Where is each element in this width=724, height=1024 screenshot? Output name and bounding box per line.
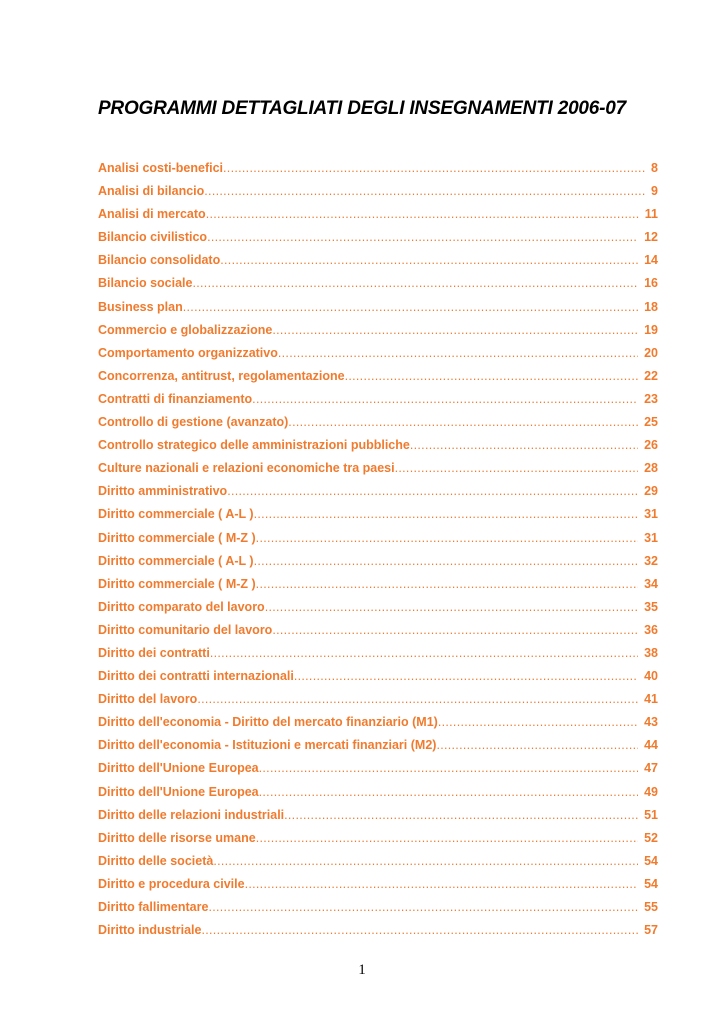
toc-entry-page: 23 [644, 391, 658, 406]
toc-dot-leader [223, 157, 645, 180]
toc-dot-leader [256, 827, 638, 850]
toc-entry[interactable] [98, 873, 658, 896]
toc-entry[interactable] [98, 781, 658, 804]
toc-dot-leader [395, 457, 638, 480]
toc-dot-leader [252, 388, 638, 411]
toc-entry-page: 47 [644, 761, 658, 776]
toc-entry[interactable] [98, 896, 658, 919]
toc-entry-label: Diritto dell'Unione Europea [98, 761, 259, 776]
toc-entry-page: 31 [644, 530, 658, 545]
toc-entry[interactable] [98, 342, 658, 365]
toc-entry-label: Controllo di gestione (avanzato) [98, 415, 289, 430]
toc-entry-page: 28 [644, 461, 658, 476]
toc-entry[interactable] [98, 919, 658, 942]
toc-entry-page: 54 [644, 876, 658, 891]
toc-entry-label: Analisi di bilancio [98, 184, 205, 199]
toc-entry[interactable] [98, 596, 658, 619]
toc-entry-label: Diritto comparato del lavoro [98, 599, 265, 614]
toc-entry[interactable] [98, 619, 658, 642]
toc-entry-page: 16 [644, 276, 658, 291]
toc-entry-label: Diritto commerciale ( A-L ) [98, 507, 254, 522]
toc-dot-leader [278, 342, 638, 365]
toc-dot-leader [410, 434, 638, 457]
toc-entry-page: 14 [644, 253, 658, 268]
toc-entry-label: Diritto commerciale ( M-Z ) [98, 576, 256, 591]
toc-entry-page: 18 [644, 299, 658, 314]
toc-dot-leader [201, 919, 638, 942]
toc-entry[interactable] [98, 550, 658, 573]
toc-entry-label: Diritto dell'economia - Istituzioni e mercati finanziari (M2) [98, 738, 437, 753]
toc-dot-leader [272, 619, 638, 642]
toc-entry-page: 9 [651, 184, 658, 199]
toc-entry[interactable] [98, 249, 658, 272]
toc-entry-label: Comportamento organizzativo [98, 345, 278, 360]
toc-entry-label: Diritto delle società [98, 853, 214, 868]
toc-dot-leader [256, 527, 638, 550]
toc-dot-leader [259, 781, 638, 804]
toc-entry-label: Controllo strategico delle amministrazioni pubbliche [98, 438, 410, 453]
toc-entry-label: Analisi costi-benefici [98, 161, 224, 175]
toc-entry-page: 41 [644, 692, 658, 707]
toc-entry-label: Commercio e globalizzazione [98, 322, 273, 337]
toc-entry-page: 35 [644, 599, 658, 614]
toc-entry[interactable] [98, 480, 658, 503]
toc-entry[interactable] [98, 827, 658, 850]
toc-entry-page: 29 [644, 484, 658, 499]
toc-dot-leader [197, 688, 638, 711]
toc-entry[interactable] [98, 157, 658, 180]
toc-entry[interactable] [98, 688, 658, 711]
toc-entry[interactable] [98, 503, 658, 526]
toc-dot-leader [254, 550, 639, 573]
toc-dot-leader [294, 665, 638, 688]
toc-entry-label: Diritto industriale [98, 923, 202, 938]
toc-entry[interactable] [98, 180, 658, 203]
toc-entry-label: Analisi di mercato [98, 207, 206, 222]
toc-entry[interactable] [98, 850, 658, 873]
document-title: PROGRAMMI DETTAGLIATI DEGLI INSEGNAMENTI 2006-07 [97, 98, 627, 119]
toc-dot-leader [227, 480, 638, 503]
toc-entry[interactable] [98, 734, 658, 757]
toc-entry[interactable] [98, 365, 658, 388]
toc-entry-page: 31 [644, 507, 658, 522]
toc-entry-label: Bilancio civilistico [98, 230, 208, 245]
toc-entry-label: Diritto delle relazioni industriali [98, 807, 285, 822]
toc-entry-page: 57 [644, 923, 658, 938]
toc-dot-leader [204, 180, 645, 203]
page-number: 1 [358, 962, 366, 978]
toc-dot-leader [272, 319, 638, 342]
toc-entry-page: 52 [644, 830, 658, 845]
toc-entry-page: 38 [644, 645, 658, 660]
toc-entry-label: Diritto dell'economia - Diritto del mercato finanziario (M1) [98, 715, 438, 730]
toc-entry[interactable] [98, 203, 658, 226]
table-of-contents [98, 157, 658, 942]
toc-dot-leader [220, 249, 638, 272]
toc-entry[interactable] [98, 272, 658, 295]
toc-dot-leader [436, 734, 638, 757]
toc-dot-leader [256, 573, 638, 596]
toc-dot-leader [208, 896, 638, 919]
toc-dot-leader [210, 642, 638, 665]
toc-dot-leader [245, 873, 639, 896]
toc-dot-leader [206, 203, 639, 226]
toc-entry[interactable] [98, 711, 658, 734]
toc-entry-page: 49 [644, 784, 658, 799]
toc-entry-label: Contratti di finanziamento [98, 391, 253, 406]
toc-entry-page: 26 [644, 438, 658, 453]
toc-entry-page: 44 [644, 738, 658, 753]
toc-entry[interactable] [98, 804, 658, 827]
toc-dot-leader [438, 711, 638, 734]
toc-entry-label: Diritto commerciale ( M-Z ) [98, 530, 256, 545]
toc-entry[interactable] [98, 388, 658, 411]
toc-entry-page: 43 [644, 715, 658, 730]
toc-entry-label: Business plan [98, 299, 183, 314]
toc-dot-leader [265, 596, 638, 619]
toc-entry-label: Diritto commerciale ( A-L ) [98, 553, 254, 568]
toc-entry-label: Diritto amministrativo [98, 484, 228, 499]
toc-entry-label: Culture nazionali e relazioni economiche tra paesi [98, 461, 395, 476]
toc-entry-label: Diritto fallimentare [98, 900, 209, 914]
toc-entry[interactable] [98, 642, 658, 665]
toc-entry[interactable] [98, 434, 658, 457]
toc-entry[interactable] [98, 757, 658, 780]
toc-dot-leader [288, 411, 638, 434]
toc-dot-leader [345, 365, 639, 388]
toc-entry-page: 22 [644, 368, 658, 383]
toc-entry-page: 55 [644, 900, 658, 914]
toc-entry-label: Diritto del lavoro [98, 692, 198, 707]
toc-entry-page: 11 [644, 207, 658, 222]
toc-entry-label: Diritto dei contratti internazionali [98, 669, 294, 684]
toc-entry-page: 20 [644, 345, 658, 360]
toc-entry-page: 34 [644, 576, 658, 591]
toc-entry-page: 12 [644, 230, 658, 245]
toc-entry-label: Diritto dei contratti [98, 645, 210, 660]
toc-entry-page: 8 [651, 161, 658, 175]
toc-entry-page: 25 [644, 415, 658, 430]
toc-entry-label: Bilancio consolidato [98, 253, 221, 268]
toc-entry-label: Diritto dell'Unione Europea [98, 784, 259, 799]
toc-entry-page: 54 [644, 853, 658, 868]
toc-entry-label: Concorrenza, antitrust, regolamentazione [98, 368, 345, 383]
toc-entry[interactable] [98, 226, 658, 249]
toc-dot-leader [207, 226, 638, 249]
toc-entry[interactable] [98, 527, 658, 550]
toc-entry[interactable] [98, 457, 658, 480]
toc-entry[interactable] [98, 411, 658, 434]
toc-dot-leader [254, 503, 639, 526]
toc-entry[interactable] [98, 665, 658, 688]
toc-entry-page: 51 [644, 807, 658, 822]
toc-entry[interactable] [98, 296, 658, 319]
toc-dot-leader [259, 757, 638, 780]
toc-entry-label: Diritto delle risorse umane [98, 830, 256, 845]
toc-entry-page: 32 [644, 553, 658, 568]
toc-dot-leader [183, 296, 638, 319]
toc-entry[interactable] [98, 319, 658, 342]
toc-dot-leader [213, 850, 638, 873]
toc-entry-page: 36 [644, 622, 658, 637]
toc-entry-label: Bilancio sociale [98, 276, 193, 291]
toc-entry-label: Diritto e procedura civile [98, 876, 245, 891]
toc-entry-label: Diritto comunitario del lavoro [98, 622, 273, 637]
toc-entry[interactable] [98, 573, 658, 596]
toc-dot-leader [192, 272, 638, 295]
toc-dot-leader [284, 804, 638, 827]
toc-entry-page: 40 [644, 669, 658, 684]
toc-entry-page: 19 [644, 322, 658, 337]
